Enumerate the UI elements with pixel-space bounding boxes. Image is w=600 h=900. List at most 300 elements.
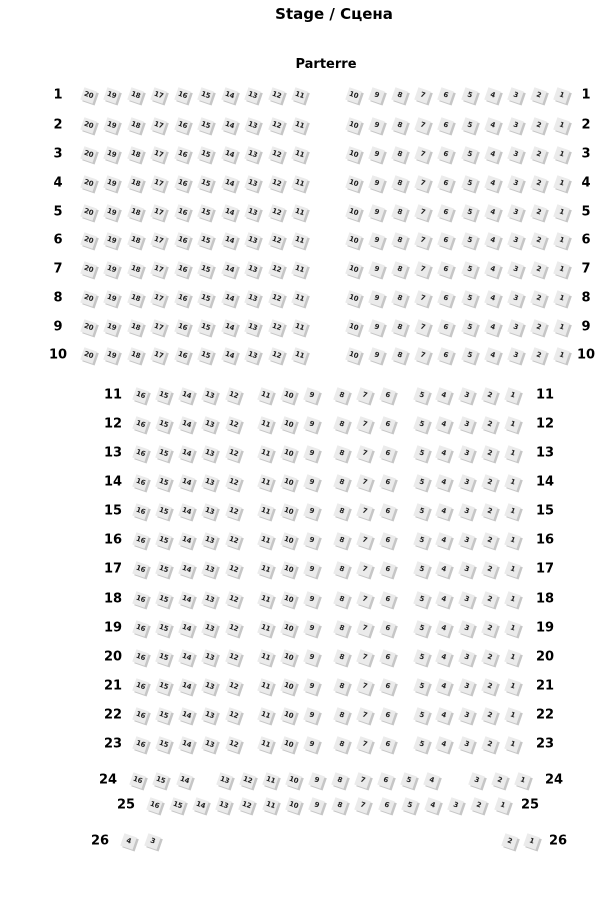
- seat-row3-num8[interactable]: [391, 146, 408, 163]
- seat-row13-num5[interactable]: [413, 445, 430, 462]
- seat-row19-num14[interactable]: [178, 620, 195, 637]
- seat-row13-num6[interactable]: [379, 445, 396, 462]
- seat-row2-num18[interactable]: [127, 117, 144, 134]
- seat-row2-num7[interactable]: [414, 117, 431, 134]
- seat-row8-num12[interactable]: [268, 290, 285, 307]
- seat-row19-num1[interactable]: [504, 620, 521, 637]
- seat-row3-num4[interactable]: [484, 146, 501, 163]
- seat-row9-num5[interactable]: [461, 319, 478, 336]
- seat-row10-num16[interactable]: [174, 347, 191, 364]
- seat-row9-num9[interactable]: [368, 319, 385, 336]
- seat-row11-num2[interactable]: [481, 387, 498, 404]
- seat-row1-num20[interactable]: [80, 87, 97, 104]
- seat-row21-num6[interactable]: [379, 678, 396, 695]
- seat-row20-num14[interactable]: [178, 649, 195, 666]
- seat-row20-num13[interactable]: [202, 649, 219, 666]
- seat-row2-num12[interactable]: [268, 117, 285, 134]
- seat-row13-num8[interactable]: [333, 445, 350, 462]
- seat-row5-num18[interactable]: [127, 204, 144, 221]
- seat-row8-num8[interactable]: [391, 290, 408, 307]
- seat-row7-num17[interactable]: [150, 261, 167, 278]
- seat-row13-num10[interactable]: [280, 445, 297, 462]
- seat-row6-num10[interactable]: [345, 232, 362, 249]
- seat-row3-num16[interactable]: [174, 146, 191, 163]
- seat-row4-num9[interactable]: [368, 175, 385, 192]
- seat-row21-num13[interactable]: [202, 678, 219, 695]
- seat-row9-num19[interactable]: [103, 319, 120, 336]
- seat-row22-num11[interactable]: [257, 707, 274, 724]
- seat-row4-num1[interactable]: [554, 175, 571, 192]
- seat-row6-num12[interactable]: [268, 232, 285, 249]
- seat-row23-num16[interactable]: [132, 736, 149, 753]
- seat-row15-num5[interactable]: [413, 503, 430, 520]
- seat-row24-num1[interactable]: [514, 772, 531, 789]
- seat-row17-num13[interactable]: [202, 561, 219, 578]
- seat-row25-num14[interactable]: [192, 797, 209, 814]
- seat-row23-num8[interactable]: [333, 736, 350, 753]
- seat-row24-num10[interactable]: [285, 772, 302, 789]
- seat-row16-num4[interactable]: [436, 532, 453, 549]
- seat-row10-num20[interactable]: [80, 347, 97, 364]
- seat-row13-num2[interactable]: [481, 445, 498, 462]
- seat-row1-num12[interactable]: [268, 87, 285, 104]
- seat-row11-num7[interactable]: [356, 387, 373, 404]
- seat-row19-num4[interactable]: [436, 620, 453, 637]
- seat-row13-num13[interactable]: [202, 445, 219, 462]
- seat-row8-num1[interactable]: [554, 290, 571, 307]
- seat-row21-num10[interactable]: [280, 678, 297, 695]
- seat-row13-num3[interactable]: [459, 445, 476, 462]
- seat-row7-num14[interactable]: [221, 261, 238, 278]
- seat-row22-num14[interactable]: [178, 707, 195, 724]
- seat-row6-num13[interactable]: [244, 232, 261, 249]
- seat-row22-num12[interactable]: [225, 707, 242, 724]
- seat-row18-num5[interactable]: [413, 591, 430, 608]
- seat-row3-num14[interactable]: [221, 146, 238, 163]
- seat-row2-num9[interactable]: [368, 117, 385, 134]
- seat-row12-num1[interactable]: [504, 416, 521, 433]
- seat-row23-num10[interactable]: [280, 736, 297, 753]
- seat-row16-num5[interactable]: [413, 532, 430, 549]
- seat-row15-num6[interactable]: [379, 503, 396, 520]
- seat-row9-num1[interactable]: [554, 319, 571, 336]
- seat-row8-num14[interactable]: [221, 290, 238, 307]
- seat-row20-num3[interactable]: [459, 649, 476, 666]
- seat-row16-num1[interactable]: [504, 532, 521, 549]
- seat-row18-num10[interactable]: [280, 591, 297, 608]
- seat-row26-num1[interactable]: [523, 833, 540, 850]
- seat-row15-num16[interactable]: [132, 503, 149, 520]
- seat-row15-num13[interactable]: [202, 503, 219, 520]
- seat-row23-num11[interactable]: [257, 736, 274, 753]
- seat-row17-num3[interactable]: [459, 561, 476, 578]
- seat-row21-num7[interactable]: [356, 678, 373, 695]
- seat-row11-num14[interactable]: [178, 387, 195, 404]
- seat-row9-num13[interactable]: [244, 319, 261, 336]
- seat-row17-num12[interactable]: [225, 561, 242, 578]
- seat-row1-num14[interactable]: [221, 87, 238, 104]
- seat-row18-num6[interactable]: [379, 591, 396, 608]
- seat-row12-num6[interactable]: [379, 416, 396, 433]
- seat-row24-num13[interactable]: [216, 772, 233, 789]
- seat-row6-num18[interactable]: [127, 232, 144, 249]
- seat-row15-num4[interactable]: [436, 503, 453, 520]
- seat-row1-num4[interactable]: [484, 87, 501, 104]
- seat-row1-num5[interactable]: [461, 87, 478, 104]
- seat-row16-num2[interactable]: [481, 532, 498, 549]
- seat-row26-num2[interactable]: [501, 833, 518, 850]
- seat-row1-num18[interactable]: [127, 87, 144, 104]
- seat-row1-num10[interactable]: [345, 87, 362, 104]
- seat-row3-num1[interactable]: [554, 146, 571, 163]
- seat-row7-num13[interactable]: [244, 261, 261, 278]
- seat-row18-num4[interactable]: [436, 591, 453, 608]
- seat-row18-num2[interactable]: [481, 591, 498, 608]
- seat-row13-num14[interactable]: [178, 445, 195, 462]
- seat-row9-num2[interactable]: [530, 319, 547, 336]
- seat-row1-num9[interactable]: [368, 87, 385, 104]
- seat-row2-num6[interactable]: [438, 117, 455, 134]
- seat-row1-num15[interactable]: [197, 87, 214, 104]
- seat-row12-num4[interactable]: [436, 416, 453, 433]
- seat-row9-num4[interactable]: [484, 319, 501, 336]
- seat-row4-num10[interactable]: [345, 175, 362, 192]
- seat-row20-num16[interactable]: [132, 649, 149, 666]
- seat-row5-num1[interactable]: [554, 204, 571, 221]
- seat-row1-num3[interactable]: [507, 87, 524, 104]
- seat-row12-num8[interactable]: [333, 416, 350, 433]
- seat-row8-num11[interactable]: [291, 290, 308, 307]
- seat-row17-num2[interactable]: [481, 561, 498, 578]
- seat-row14-num4[interactable]: [436, 474, 453, 491]
- seat-row12-num12[interactable]: [225, 416, 242, 433]
- seat-row4-num13[interactable]: [244, 175, 261, 192]
- seat-row14-num9[interactable]: [303, 474, 320, 491]
- seat-row6-num11[interactable]: [291, 232, 308, 249]
- seat-row7-num5[interactable]: [461, 261, 478, 278]
- seat-row9-num15[interactable]: [197, 319, 214, 336]
- seat-row16-num12[interactable]: [225, 532, 242, 549]
- seat-row17-num8[interactable]: [333, 561, 350, 578]
- seat-row21-num14[interactable]: [178, 678, 195, 695]
- seat-row12-num14[interactable]: [178, 416, 195, 433]
- seat-row16-num14[interactable]: [178, 532, 195, 549]
- seat-row2-num17[interactable]: [150, 117, 167, 134]
- seat-row7-num19[interactable]: [103, 261, 120, 278]
- seat-row13-num11[interactable]: [257, 445, 274, 462]
- seat-row14-num13[interactable]: [202, 474, 219, 491]
- seat-row23-num1[interactable]: [504, 736, 521, 753]
- seat-row15-num1[interactable]: [504, 503, 521, 520]
- seat-row14-num7[interactable]: [356, 474, 373, 491]
- seat-row4-num19[interactable]: [103, 175, 120, 192]
- seat-row10-num8[interactable]: [391, 347, 408, 364]
- seat-row4-num2[interactable]: [530, 175, 547, 192]
- seat-row11-num13[interactable]: [202, 387, 219, 404]
- seat-row20-num1[interactable]: [504, 649, 521, 666]
- seat-row21-num3[interactable]: [459, 678, 476, 695]
- seat-row4-num3[interactable]: [507, 175, 524, 192]
- seat-row15-num10[interactable]: [280, 503, 297, 520]
- seat-row19-num8[interactable]: [333, 620, 350, 637]
- seat-row4-num6[interactable]: [438, 175, 455, 192]
- seat-row25-num5[interactable]: [401, 797, 418, 814]
- seat-row8-num16[interactable]: [174, 290, 191, 307]
- seat-row22-num10[interactable]: [280, 707, 297, 724]
- seat-row23-num7[interactable]: [356, 736, 373, 753]
- seat-row16-num8[interactable]: [333, 532, 350, 549]
- seat-row8-num9[interactable]: [368, 290, 385, 307]
- seat-row19-num7[interactable]: [356, 620, 373, 637]
- seat-row24-num11[interactable]: [262, 772, 279, 789]
- seat-row7-num11[interactable]: [291, 261, 308, 278]
- seat-row22-num5[interactable]: [413, 707, 430, 724]
- seat-row10-num6[interactable]: [438, 347, 455, 364]
- seat-row23-num13[interactable]: [202, 736, 219, 753]
- seat-row8-num13[interactable]: [244, 290, 261, 307]
- seat-row16-num9[interactable]: [303, 532, 320, 549]
- seat-row3-num3[interactable]: [507, 146, 524, 163]
- seat-row24-num12[interactable]: [239, 772, 256, 789]
- seat-row20-num7[interactable]: [356, 649, 373, 666]
- seat-row8-num6[interactable]: [438, 290, 455, 307]
- seat-row22-num7[interactable]: [356, 707, 373, 724]
- seat-row9-num20[interactable]: [80, 319, 97, 336]
- seat-row5-num12[interactable]: [268, 204, 285, 221]
- seat-row14-num16[interactable]: [132, 474, 149, 491]
- seat-row7-num10[interactable]: [345, 261, 362, 278]
- seat-row6-num8[interactable]: [391, 232, 408, 249]
- seat-row1-num7[interactable]: [414, 87, 431, 104]
- seat-row8-num7[interactable]: [414, 290, 431, 307]
- seat-row16-num15[interactable]: [155, 532, 172, 549]
- seat-row21-num9[interactable]: [303, 678, 320, 695]
- seat-row6-num17[interactable]: [150, 232, 167, 249]
- seat-row7-num7[interactable]: [414, 261, 431, 278]
- seat-row10-num2[interactable]: [530, 347, 547, 364]
- seat-row7-num3[interactable]: [507, 261, 524, 278]
- seat-row6-num19[interactable]: [103, 232, 120, 249]
- seat-row4-num11[interactable]: [291, 175, 308, 192]
- seat-row25-num10[interactable]: [285, 797, 302, 814]
- seat-row12-num15[interactable]: [155, 416, 172, 433]
- seat-row21-num8[interactable]: [333, 678, 350, 695]
- seat-row24-num14[interactable]: [176, 772, 193, 789]
- seat-row12-num5[interactable]: [413, 416, 430, 433]
- seat-row17-num5[interactable]: [413, 561, 430, 578]
- seat-row12-num11[interactable]: [257, 416, 274, 433]
- seat-row9-num14[interactable]: [221, 319, 238, 336]
- seat-row19-num13[interactable]: [202, 620, 219, 637]
- seat-row18-num1[interactable]: [504, 591, 521, 608]
- seat-row3-num19[interactable]: [103, 146, 120, 163]
- seat-row22-num3[interactable]: [459, 707, 476, 724]
- seat-row11-num6[interactable]: [379, 387, 396, 404]
- seat-row18-num14[interactable]: [178, 591, 195, 608]
- seat-row2-num13[interactable]: [244, 117, 261, 134]
- seat-row21-num1[interactable]: [504, 678, 521, 695]
- seat-row10-num19[interactable]: [103, 347, 120, 364]
- seat-row14-num11[interactable]: [257, 474, 274, 491]
- seat-row12-num13[interactable]: [202, 416, 219, 433]
- seat-row18-num12[interactable]: [225, 591, 242, 608]
- seat-row7-num20[interactable]: [80, 261, 97, 278]
- seat-row14-num8[interactable]: [333, 474, 350, 491]
- seat-row11-num11[interactable]: [257, 387, 274, 404]
- seat-row7-num15[interactable]: [197, 261, 214, 278]
- seat-row5-num15[interactable]: [197, 204, 214, 221]
- seat-row22-num9[interactable]: [303, 707, 320, 724]
- seat-row11-num3[interactable]: [459, 387, 476, 404]
- seat-row5-num3[interactable]: [507, 204, 524, 221]
- seat-row10-num10[interactable]: [345, 347, 362, 364]
- seat-row12-num10[interactable]: [280, 416, 297, 433]
- seat-row10-num17[interactable]: [150, 347, 167, 364]
- seat-row19-num16[interactable]: [132, 620, 149, 637]
- seat-row18-num13[interactable]: [202, 591, 219, 608]
- seat-row21-num15[interactable]: [155, 678, 172, 695]
- seat-row10-num11[interactable]: [291, 347, 308, 364]
- seat-row2-num15[interactable]: [197, 117, 214, 134]
- seat-row11-num8[interactable]: [333, 387, 350, 404]
- seat-row4-num15[interactable]: [197, 175, 214, 192]
- seat-row11-num16[interactable]: [132, 387, 149, 404]
- seat-row5-num5[interactable]: [461, 204, 478, 221]
- seat-row26-num3[interactable]: [144, 833, 161, 850]
- seat-row3-num15[interactable]: [197, 146, 214, 163]
- seat-row3-num7[interactable]: [414, 146, 431, 163]
- seat-row3-num13[interactable]: [244, 146, 261, 163]
- seat-row19-num12[interactable]: [225, 620, 242, 637]
- seat-row8-num15[interactable]: [197, 290, 214, 307]
- seat-row8-num10[interactable]: [345, 290, 362, 307]
- seat-row16-num6[interactable]: [379, 532, 396, 549]
- seat-row25-num7[interactable]: [355, 797, 372, 814]
- seat-row23-num14[interactable]: [178, 736, 195, 753]
- seat-row5-num8[interactable]: [391, 204, 408, 221]
- seat-row5-num10[interactable]: [345, 204, 362, 221]
- seat-row7-num16[interactable]: [174, 261, 191, 278]
- seat-row3-num18[interactable]: [127, 146, 144, 163]
- seat-row3-num6[interactable]: [438, 146, 455, 163]
- seat-row10-num12[interactable]: [268, 347, 285, 364]
- seat-row25-num9[interactable]: [308, 797, 325, 814]
- seat-row17-num10[interactable]: [280, 561, 297, 578]
- seat-row15-num11[interactable]: [257, 503, 274, 520]
- seat-row7-num18[interactable]: [127, 261, 144, 278]
- seat-row5-num20[interactable]: [80, 204, 97, 221]
- seat-row20-num12[interactable]: [225, 649, 242, 666]
- seat-row17-num1[interactable]: [504, 561, 521, 578]
- seat-row5-num6[interactable]: [438, 204, 455, 221]
- seat-row4-num17[interactable]: [150, 175, 167, 192]
- seat-row22-num16[interactable]: [132, 707, 149, 724]
- seat-row17-num4[interactable]: [436, 561, 453, 578]
- seat-row19-num6[interactable]: [379, 620, 396, 637]
- seat-row23-num15[interactable]: [155, 736, 172, 753]
- seat-row2-num5[interactable]: [461, 117, 478, 134]
- seat-row8-num18[interactable]: [127, 290, 144, 307]
- seat-row20-num11[interactable]: [257, 649, 274, 666]
- seat-row11-num9[interactable]: [303, 387, 320, 404]
- seat-row2-num4[interactable]: [484, 117, 501, 134]
- seat-row1-num16[interactable]: [174, 87, 191, 104]
- seat-row2-num10[interactable]: [345, 117, 362, 134]
- seat-row23-num5[interactable]: [413, 736, 430, 753]
- seat-row6-num15[interactable]: [197, 232, 214, 249]
- seat-row18-num11[interactable]: [257, 591, 274, 608]
- seat-row20-num9[interactable]: [303, 649, 320, 666]
- seat-row8-num5[interactable]: [461, 290, 478, 307]
- seat-row23-num2[interactable]: [481, 736, 498, 753]
- seat-row24-num15[interactable]: [152, 772, 169, 789]
- seat-row6-num7[interactable]: [414, 232, 431, 249]
- seat-row1-num13[interactable]: [244, 87, 261, 104]
- seat-row10-num13[interactable]: [244, 347, 261, 364]
- seat-row4-num8[interactable]: [391, 175, 408, 192]
- seat-row20-num15[interactable]: [155, 649, 172, 666]
- seat-row15-num14[interactable]: [178, 503, 195, 520]
- seat-row17-num11[interactable]: [257, 561, 274, 578]
- seat-row7-num4[interactable]: [484, 261, 501, 278]
- seat-row1-num19[interactable]: [103, 87, 120, 104]
- seat-row22-num6[interactable]: [379, 707, 396, 724]
- seat-row10-num9[interactable]: [368, 347, 385, 364]
- seat-row21-num5[interactable]: [413, 678, 430, 695]
- seat-row25-num1[interactable]: [494, 797, 511, 814]
- seat-row17-num7[interactable]: [356, 561, 373, 578]
- seat-row8-num3[interactable]: [507, 290, 524, 307]
- seat-row10-num14[interactable]: [221, 347, 238, 364]
- seat-row10-num18[interactable]: [127, 347, 144, 364]
- seat-row22-num13[interactable]: [202, 707, 219, 724]
- seat-row19-num15[interactable]: [155, 620, 172, 637]
- seat-row3-num17[interactable]: [150, 146, 167, 163]
- seat-row19-num11[interactable]: [257, 620, 274, 637]
- seat-row10-num15[interactable]: [197, 347, 214, 364]
- seat-row13-num12[interactable]: [225, 445, 242, 462]
- seat-row5-num9[interactable]: [368, 204, 385, 221]
- seat-row12-num3[interactable]: [459, 416, 476, 433]
- seat-row19-num10[interactable]: [280, 620, 297, 637]
- seat-row15-num9[interactable]: [303, 503, 320, 520]
- seat-row4-num14[interactable]: [221, 175, 238, 192]
- seat-row18-num15[interactable]: [155, 591, 172, 608]
- seat-row1-num17[interactable]: [150, 87, 167, 104]
- seat-row25-num6[interactable]: [378, 797, 395, 814]
- seat-row9-num8[interactable]: [391, 319, 408, 336]
- seat-row1-num2[interactable]: [530, 87, 547, 104]
- seat-row18-num8[interactable]: [333, 591, 350, 608]
- seat-row8-num19[interactable]: [103, 290, 120, 307]
- seat-row23-num3[interactable]: [459, 736, 476, 753]
- seat-row22-num8[interactable]: [333, 707, 350, 724]
- seat-row12-num2[interactable]: [481, 416, 498, 433]
- seat-row12-num16[interactable]: [132, 416, 149, 433]
- seat-row11-num5[interactable]: [413, 387, 430, 404]
- seat-row23-num6[interactable]: [379, 736, 396, 753]
- seat-row17-num14[interactable]: [178, 561, 195, 578]
- seat-row6-num5[interactable]: [461, 232, 478, 249]
- seat-row13-num9[interactable]: [303, 445, 320, 462]
- seat-row8-num4[interactable]: [484, 290, 501, 307]
- seat-row18-num3[interactable]: [459, 591, 476, 608]
- seat-row9-num10[interactable]: [345, 319, 362, 336]
- seat-row7-num9[interactable]: [368, 261, 385, 278]
- seat-row6-num16[interactable]: [174, 232, 191, 249]
- seat-row15-num3[interactable]: [459, 503, 476, 520]
- seat-row2-num11[interactable]: [291, 117, 308, 134]
